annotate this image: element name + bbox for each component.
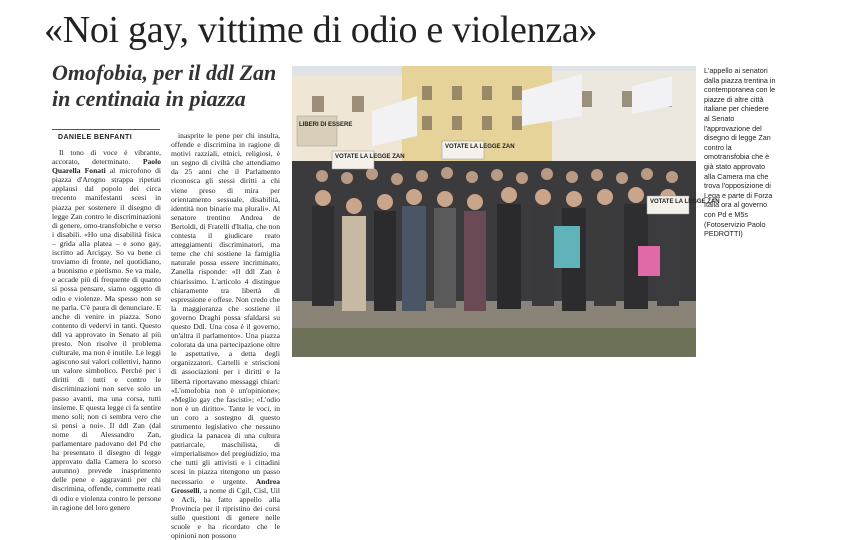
pink-bag: [638, 246, 660, 276]
svg-text:LIBERI DI ESSERE: LIBERI DI ESSERE: [299, 122, 353, 128]
svg-text:VOTATE LA LEGGE ZAN: VOTATE LA LEGGE ZAN: [445, 144, 515, 150]
person-name: Andrea Grosselli: [171, 476, 280, 495]
person-name: Paolo Quarella Fonati: [52, 157, 161, 176]
article-column-2-text: inasprite le pene per chi insulta, offende e discrimina in ragione di motivi razziali, etnici, religiosi, è un segno di civiltà che attendiamo da 25 anni che il Parlamento riconosca gli stessi diritti a chi viene preso di mira per orientamento sessuale, disabilità, identità non binarie ma plurali». Al senatore trentino Andrea de Bertoldi, di Fratelli d'Italia, che non contesta il giudicare reato atteggiamenti discriminatori, ma teme che chi sostiene la famiglia naturale possa essere incriminato, Zanella risponde: «Il ddl Zan è chiarissimo. L'articolo 4 distingue chiaramente tra libertà di espressione e offese. Non credo che la maggioranza che sostiene il governo Draghi possa sfaldarsi su questo Ddl. Una cosa è il governo, un'altra il parlamento». Una piazza colorata da una partecipazione oltre le aspettative, a detta degli organizzatori. Cartelli e striscioni di associazioni per i diritti e la libertà riportavano messaggi chiari: «L'omofobia non è un'opinione»; «Meglio gay che fascisti»; «L'odio non è un diritto». Tante le voci, in un coro a sostegno di questo strumento legislativo che nessuno giudica la panacea di una cultura patriarcale, maschilista, di «imperialismo» del pregiudizio, ma che tutti gli attivisti e i cittadini scesi in piazza ritengono un passo necessario e urgente. Andrea Grosselli, a nome di Cgil, Cisl, Uil e Acli, ha fatto appello alla Provincia per il ripristino dei corsi sulle questioni di genere nelle scuole e ha ricordato che le opinioni non possono: [171, 131, 280, 540]
svg-text:VOTATE LA LEGGE ZAN: VOTATE LA LEGGE ZAN: [650, 199, 720, 205]
subheadline: Omofobia, per il ddl Zan in centinaia in piazza: [52, 60, 277, 111]
headline: «Noi gay, vittime di odio e violenza»: [44, 9, 598, 51]
article-column-1: [52, 148, 162, 512]
byline-rule: [52, 129, 160, 130]
protest-photo: [292, 66, 720, 357]
svg-text:VOTATE LA LEGGE ZAN: VOTATE LA LEGGE ZAN: [335, 154, 405, 160]
byline: DANIELE BENFANTI: [58, 134, 133, 141]
teal-sign: [554, 226, 580, 268]
article-column-2: [171, 131, 280, 540]
photo-caption: L'appello ai senatori dalla piazza trentina in contemporanea con le piazze di altre città italiane per chiedere al Senato l'approvazione del disegno di legge Zan contro la omotransfobia che è già stato approvato alla Camera ma che trova l'opposizione di Lega e parte di Forza Italia ora al governo con Pd e M5s (Fotoservizio Paolo PEDROTTI): [704, 66, 776, 239]
article-column-1-text: Il tono di voce è vibrante, accorato, determinato. Paolo Quarella Fonati al microfono di piazza d'Arogno strappa ripetuti applausi dal popolo dei circa trecento manifestanti scesi in piazza per sostenere il disegno di legge Zan contro le discriminazioni di genere, omo-transfobiche e verso i disabili. «Ho una disabilità fisica – grida alla platea – e sono gay, iscritto ad Arcigay. So va bene ci troviamo di fronte, nel quotidiano, a buonismo e pietismo. Se va male, e accade più di frequente di quanto si possa pensare, siamo oggetto di odio e violenze. Ma spesso non se ne parla. C'è paura di denunciare. E anche di venire in piazza. Sono contento di vedervi in tanti. Questo ddl va approvato in Senato al più presto. Non risolve il problema culturale, ma non è inutile. Le leggi agiscono sui valori collettivi, hanno un valore simbolico. Perché per i diritti di tutti e contro le discriminazioni non serve solo un passo avanti, ma una corsa, tutti insieme. E questa legge ci fa sentire meno soli; non ci sembra vero che si pensi a noi». Il ddl Zan (dal nome di Alessandro Zan, parlamentare padovano del Pd che ha presentato il disegno di legge approvato dalla Camera lo scorso autunno) prevede inasprimento delle pene e aggravanti per chi discrimina, offende, commette reati di odio e violenza contro le persone in ragione del loro genere: [52, 148, 162, 512]
